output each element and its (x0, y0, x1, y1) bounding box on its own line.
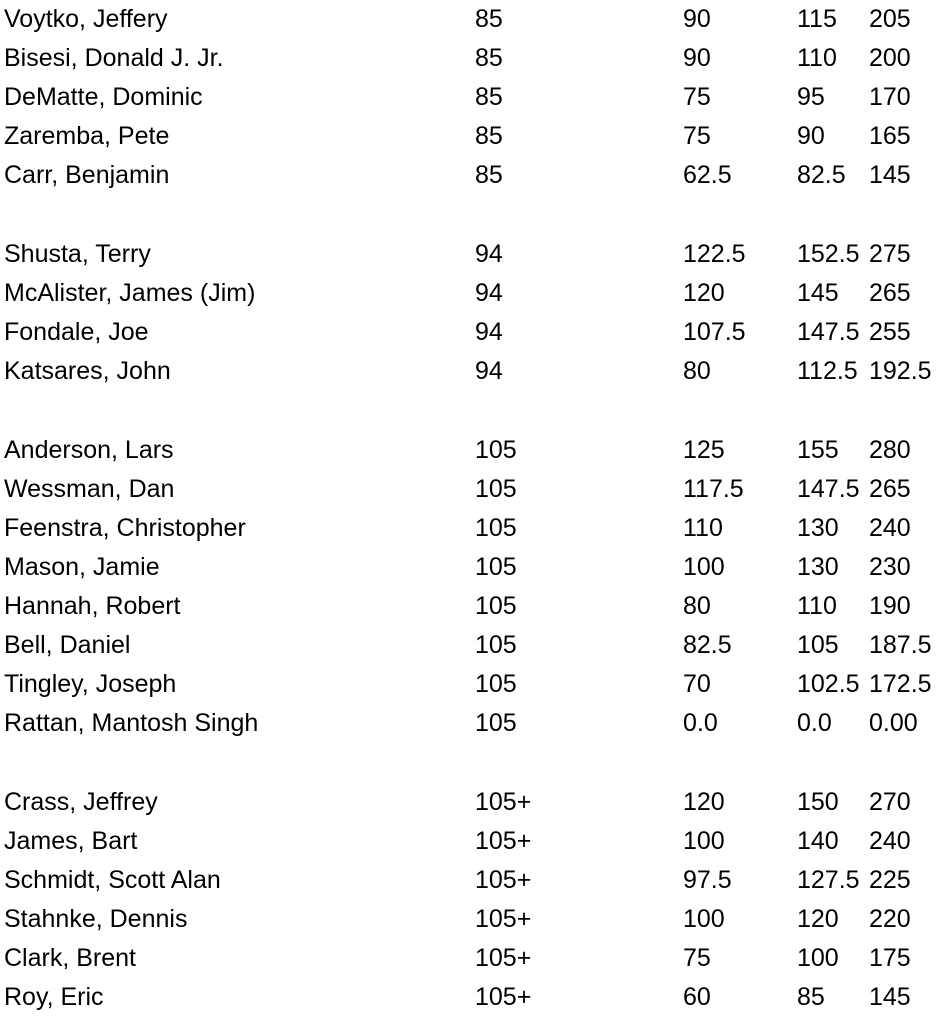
total-value: 0.00 (869, 709, 918, 737)
snatch-value: 75 (683, 122, 711, 150)
weight-class: 94 (475, 279, 503, 307)
table-row (0, 861, 951, 900)
clean-jerk-value: 110 (797, 592, 837, 620)
total-value: 190 (869, 592, 911, 620)
weight-class: 105 (475, 475, 517, 503)
table-row (0, 665, 951, 704)
total-value: 145 (869, 161, 911, 189)
total-value: 240 (869, 514, 911, 542)
clean-jerk-value: 120 (797, 905, 839, 933)
snatch-value: 125 (683, 436, 725, 464)
weight-class: 94 (475, 357, 503, 385)
table-row (0, 470, 951, 509)
snatch-value: 120 (683, 279, 725, 307)
total-value: 230 (869, 553, 911, 581)
snatch-value: 70 (683, 670, 711, 698)
clean-jerk-value: 105 (797, 631, 839, 659)
clean-jerk-value: 152.5 (797, 240, 860, 268)
athlete-name: Anderson, Lars (4, 436, 174, 464)
weight-class: 85 (475, 44, 503, 72)
snatch-value: 107.5 (683, 318, 746, 346)
table-row (0, 704, 951, 743)
clean-jerk-value: 102.5 (797, 670, 860, 698)
table-row (0, 352, 951, 391)
snatch-value: 75 (683, 83, 711, 111)
athlete-name: DeMatte, Dominic (4, 83, 203, 111)
weight-class: 105+ (475, 983, 532, 1011)
clean-jerk-value: 0.0 (797, 709, 832, 737)
snatch-value: 80 (683, 592, 711, 620)
clean-jerk-value: 100 (797, 944, 839, 972)
snatch-value: 62.5 (683, 161, 732, 189)
athlete-name: Stahnke, Dennis (4, 905, 188, 933)
table-row (0, 431, 951, 470)
weight-class: 85 (475, 83, 503, 111)
athlete-name: Shusta, Terry (4, 240, 151, 268)
total-value: 280 (869, 436, 911, 464)
table-row (0, 548, 951, 587)
total-value: 240 (869, 827, 911, 855)
weight-class: 105+ (475, 866, 532, 894)
total-value: 255 (869, 318, 911, 346)
snatch-value: 100 (683, 905, 725, 933)
weight-class: 105+ (475, 827, 532, 855)
athlete-name: Feenstra, Christopher (4, 514, 246, 542)
weight-class: 94 (475, 318, 503, 346)
clean-jerk-value: 147.5 (797, 475, 860, 503)
clean-jerk-value: 110 (797, 44, 837, 72)
total-value: 270 (869, 788, 911, 816)
athlete-name: Voytko, Jeffery (4, 5, 168, 33)
clean-jerk-value: 115 (797, 5, 837, 33)
athlete-name: Crass, Jeffrey (4, 788, 158, 816)
total-value: 275 (869, 240, 911, 268)
weight-class: 105+ (475, 905, 532, 933)
total-value: 172.5 (869, 670, 932, 698)
snatch-value: 80 (683, 357, 711, 385)
table-row (0, 587, 951, 626)
athlete-name: Katsares, John (4, 357, 171, 385)
table-row (0, 978, 951, 1017)
total-value: 205 (869, 5, 911, 33)
total-value: 170 (869, 83, 911, 111)
weight-class: 85 (475, 161, 503, 189)
snatch-value: 82.5 (683, 631, 732, 659)
weight-class: 105 (475, 592, 517, 620)
snatch-value: 100 (683, 827, 725, 855)
athlete-name: Schmidt, Scott Alan (4, 866, 221, 894)
table-row (0, 117, 951, 156)
table-row (0, 235, 951, 274)
table-row (0, 509, 951, 548)
clean-jerk-value: 112.5 (797, 357, 858, 385)
snatch-value: 122.5 (683, 240, 746, 268)
table-row (0, 274, 951, 313)
clean-jerk-value: 82.5 (797, 161, 846, 189)
total-value: 265 (869, 279, 911, 307)
athlete-name: Zaremba, Pete (4, 122, 170, 150)
total-value: 187.5 (869, 631, 932, 659)
clean-jerk-value: 95 (797, 83, 825, 111)
total-value: 265 (869, 475, 911, 503)
total-value: 225 (869, 866, 911, 894)
table-row (0, 900, 951, 939)
table-row (0, 822, 951, 861)
athlete-name: Tingley, Joseph (4, 670, 177, 698)
weight-class: 105+ (475, 788, 532, 816)
athlete-name: Bisesi, Donald J. Jr. (4, 44, 224, 72)
table-row (0, 626, 951, 665)
clean-jerk-value: 127.5 (797, 866, 860, 894)
athlete-name: Mason, Jamie (4, 553, 160, 581)
athlete-name: McAlister, James (Jim) (4, 279, 256, 307)
clean-jerk-value: 130 (797, 514, 839, 542)
clean-jerk-value: 85 (797, 983, 825, 1011)
snatch-value: 110 (683, 514, 723, 542)
clean-jerk-value: 140 (797, 827, 839, 855)
athlete-name: James, Bart (4, 827, 138, 855)
snatch-value: 97.5 (683, 866, 732, 894)
weight-class: 105 (475, 514, 517, 542)
athlete-name: Rattan, Mantosh Singh (4, 709, 259, 737)
weight-class: 94 (475, 240, 503, 268)
table-row (0, 783, 951, 822)
table-row (0, 78, 951, 117)
athlete-name: Clark, Brent (4, 944, 136, 972)
total-value: 220 (869, 905, 911, 933)
clean-jerk-value: 150 (797, 788, 839, 816)
clean-jerk-value: 90 (797, 122, 825, 150)
total-value: 200 (869, 44, 911, 72)
weight-class: 105 (475, 631, 517, 659)
athlete-name: Carr, Benjamin (4, 161, 170, 189)
snatch-value: 75 (683, 944, 711, 972)
athlete-name: Bell, Daniel (4, 631, 131, 659)
table-row (0, 313, 951, 352)
total-value: 145 (869, 983, 911, 1011)
snatch-value: 60 (683, 983, 711, 1011)
snatch-value: 117.5 (683, 475, 744, 503)
clean-jerk-value: 130 (797, 553, 839, 581)
weight-class: 105+ (475, 944, 532, 972)
clean-jerk-value: 145 (797, 279, 839, 307)
total-value: 165 (869, 122, 911, 150)
total-value: 192.5 (869, 357, 932, 385)
athlete-name: Wessman, Dan (4, 475, 175, 503)
weight-class: 85 (475, 122, 503, 150)
weight-class: 105 (475, 436, 517, 464)
snatch-value: 90 (683, 44, 711, 72)
weight-class: 85 (475, 5, 503, 33)
table-row (0, 156, 951, 195)
table-row (0, 0, 951, 39)
clean-jerk-value: 155 (797, 436, 839, 464)
table-row (0, 39, 951, 78)
total-value: 175 (869, 944, 911, 972)
weight-class: 105 (475, 553, 517, 581)
weight-class: 105 (475, 670, 517, 698)
athlete-name: Roy, Eric (4, 983, 104, 1011)
athlete-name: Hannah, Robert (4, 592, 181, 620)
snatch-value: 90 (683, 5, 711, 33)
clean-jerk-value: 147.5 (797, 318, 860, 346)
table-row (0, 939, 951, 978)
athlete-name: Fondale, Joe (4, 318, 149, 346)
snatch-value: 0.0 (683, 709, 718, 737)
snatch-value: 120 (683, 788, 725, 816)
weight-class: 105 (475, 709, 517, 737)
snatch-value: 100 (683, 553, 725, 581)
